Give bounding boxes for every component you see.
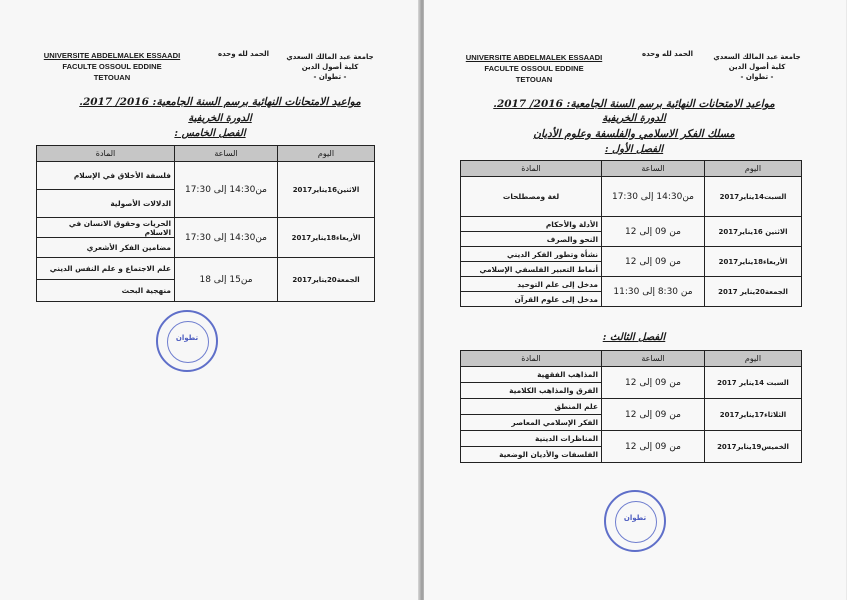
subject-cell: علم الاجتماع و علم النفس الديني [37,258,175,280]
table-row [461,431,802,447]
city-name-fr: TETOUAN [515,75,553,84]
session-title: الدورة الخريفية [188,113,252,124]
table-row [37,258,375,280]
stamp-city-text: تطوان [623,514,647,522]
subject-cell: أنماط التعبير الفلسفي الإسلامي [461,262,602,277]
day-cell: السبت14يناير2017 [705,177,802,217]
day-cell: الخميس19يناير2017 [705,431,802,463]
university-header-ar [285,52,375,82]
left-page [0,0,422,600]
subject-cell: مدخل إلى علم التوحيد [461,277,602,292]
university-header-ar [712,52,802,82]
time-cell: من14:30 إلى 17:30 [175,162,278,218]
faculty-stamp [156,310,218,372]
day-cell: السبت 14يناير 2017 [705,367,802,399]
city-name-ar: - تطوان - [740,73,774,81]
subject-cell: مدخل إلى علوم القرآن [461,292,602,307]
right-page [424,0,846,600]
table-row [37,218,375,238]
time-cell: من 09 إلى 12 [602,217,705,247]
time-cell: من 09 إلى 12 [602,367,705,399]
header-time: الساعة [602,161,705,177]
table-row [461,247,802,262]
subject-cell: نشأة وتطور الفكر الديني [461,247,602,262]
schedule-table-semester5 [36,145,375,302]
header-praise: الحمد لله وحده [642,50,693,58]
time-cell: من 8:30 إلى 11:30 [602,277,705,307]
time-cell: من15 إلى 18 [175,258,278,302]
day-cell: الأربعاء18يناير2017 [705,247,802,277]
time-cell: من 09 إلى 12 [602,399,705,431]
header-subject: المادة [461,161,602,177]
stamp-city-text: تطوان [175,334,199,342]
subject-cell: الفكر الإسلامي المعاصر [461,415,602,431]
subject-cell: المناظرات الدينية [461,431,602,447]
day-cell: الاثنين 16يناير2017 [705,217,802,247]
university-name-fr: UNIVERSITE ABDELMALEK ESSAADI [465,53,603,62]
table-row [461,367,802,383]
faculty-name-fr: FACULTE OSSOUL EDDINE [62,62,162,71]
city-name-fr: TETOUAN [93,73,131,82]
exam-schedule-title: مواعيد الامتحانات النهائية برسم السنة الجامعية: 2016/ 2017. [493,98,775,110]
header-subject: المادة [461,351,602,367]
subject-cell: منهجية البحث [37,280,175,302]
subject-cell: فلسفة الأخلاق في الإسلام [37,162,175,190]
session-title: الدورة الخريفية [602,113,666,124]
faculty-name-ar: كلية أصول الدين [728,63,786,71]
day-cell: الثلاثاء17يناير2017 [705,399,802,431]
subject-cell: الدلالات الأصولية [37,190,175,218]
table-row [461,277,802,292]
subject-cell: النحو والصرف [461,232,602,247]
program-title: مسلك الفكر الاسلامي والفلسفة وعلوم الأديان [533,128,735,140]
table-row [37,162,375,190]
header-day: اليوم [278,146,375,162]
subject-cell: المذاهب الفقهية [461,367,602,383]
university-header-fr [464,52,604,85]
university-header-fr [42,50,182,83]
schedule-table-semester1 [460,160,802,307]
day-cell: الجمعة20يناير 2017 [705,277,802,307]
semester-title: الفصل الخامس : [174,128,246,139]
subject-cell: الفرق والمذاهب الكلامية [461,383,602,399]
time-cell: من14:30 إلى 17:30 [602,177,705,217]
semester3-title: الفصل الثالث : [602,332,666,343]
header-praise: الحمد لله وحده [218,50,269,58]
faculty-name-ar: كلية أصول الدين [301,63,359,71]
day-cell: الجمعة20يناير2017 [278,258,375,302]
subject-cell: لغة ومصطلحات [461,177,602,217]
table-row [461,177,802,217]
university-name-fr: UNIVERSITE ABDELMALEK ESSAADI [43,51,181,60]
subject-cell: الحريات وحقوق الانسان في الاسلام [37,218,175,238]
table-row [461,399,802,415]
time-cell: من 09 إلى 12 [602,431,705,463]
header-day: اليوم [705,351,802,367]
university-name-ar: جامعة عبد المالك السعدي [286,53,374,61]
time-cell: من14:30 إلى 17:30 [175,218,278,258]
city-name-ar: - تطوان - [313,73,347,81]
header-subject: المادة [37,146,175,162]
time-cell: من 09 إلى 12 [602,247,705,277]
semester1-title: الفصل الأول : [604,144,664,155]
university-name-ar: جامعة عبد المالك السعدي [713,53,801,61]
faculty-name-fr: FACULTE OSSOUL EDDINE [484,64,584,73]
subject-cell: الفلسفات والأديان الوضعية [461,447,602,463]
day-cell: الاثنين16يناير2017 [278,162,375,218]
subject-cell: الأدلة والأحكام [461,217,602,232]
header-time: الساعة [602,351,705,367]
subject-cell: علم المنطق [461,399,602,415]
day-cell: الأربعاء18يناير2017 [278,218,375,258]
header-time: الساعة [175,146,278,162]
subject-cell: مضامين الفكر الأشعري [37,238,175,258]
faculty-stamp [604,490,666,552]
exam-schedule-title: مواعيد الامتحانات النهائية برسم السنة الجامعية: 2016/ 2017. [79,96,361,108]
table-row [461,217,802,232]
schedule-table-semester3 [460,350,802,463]
header-day: اليوم [705,161,802,177]
